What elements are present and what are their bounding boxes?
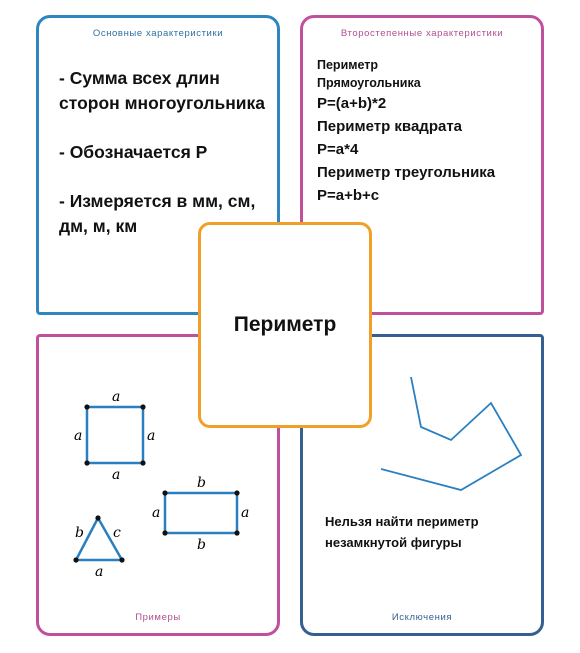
vertex-dot bbox=[234, 490, 239, 495]
formula-line: Прямоугольника bbox=[317, 76, 421, 90]
center-topic-box bbox=[198, 222, 372, 428]
main-characteristics-title: Основные характеристики bbox=[92, 28, 224, 39]
vertex-dot bbox=[234, 530, 239, 535]
formula-line: Периметр квадрата bbox=[317, 118, 463, 135]
vertex-dot bbox=[119, 557, 124, 562]
vertex-dot bbox=[140, 404, 145, 409]
side-label-b: b bbox=[197, 475, 206, 491]
characteristic-item: - Измеряется в мм, см, дм, м, км bbox=[59, 191, 256, 236]
formula-line: P=a+b+c bbox=[317, 187, 380, 204]
side-label-b: b bbox=[75, 525, 84, 541]
rectangle-shape bbox=[165, 493, 237, 533]
square-shape bbox=[87, 407, 143, 463]
triangle-figure bbox=[73, 515, 124, 580]
side-label-c: c bbox=[113, 525, 121, 541]
formula-line: P=a*4 bbox=[317, 141, 359, 158]
vertex-dot bbox=[162, 490, 167, 495]
formula-line: P=(a+b)*2 bbox=[317, 95, 387, 112]
side-label-a: a bbox=[95, 564, 104, 580]
examples-title: Примеры bbox=[135, 612, 181, 623]
side-label-a: a bbox=[74, 428, 83, 444]
side-label-a: a bbox=[241, 505, 250, 521]
exception-note: Нельзя найти периметр незамкнутой фигуры bbox=[325, 514, 479, 550]
vertex-dot bbox=[140, 460, 145, 465]
square-figure bbox=[74, 389, 155, 483]
side-label-a: a bbox=[147, 428, 156, 444]
vertex-dot bbox=[84, 404, 89, 409]
vertex-dot bbox=[162, 530, 167, 535]
characteristic-item: - Обозначается Р bbox=[59, 142, 208, 162]
open-polyline bbox=[381, 377, 521, 490]
exceptions-title: Исключения bbox=[391, 612, 453, 623]
vertex-dot bbox=[84, 460, 89, 465]
formula-line: Периметр bbox=[317, 58, 379, 72]
secondary-characteristics-title: Второстепенные характеристики bbox=[340, 28, 504, 39]
formula-line: Периметр треугольника bbox=[317, 164, 496, 181]
characteristic-item: - Сумма всех длин сторон многоугольника bbox=[59, 68, 266, 113]
vertex-dot bbox=[73, 557, 78, 562]
rectangle-figure bbox=[152, 475, 249, 553]
side-label-b: b bbox=[197, 537, 206, 553]
side-label-a: a bbox=[152, 505, 161, 521]
center-topic-title: Периметр bbox=[233, 313, 337, 336]
side-label-a: a bbox=[112, 389, 121, 405]
vertex-dot bbox=[95, 515, 100, 520]
formula-list bbox=[317, 56, 542, 207]
side-label-a: a bbox=[112, 467, 121, 483]
